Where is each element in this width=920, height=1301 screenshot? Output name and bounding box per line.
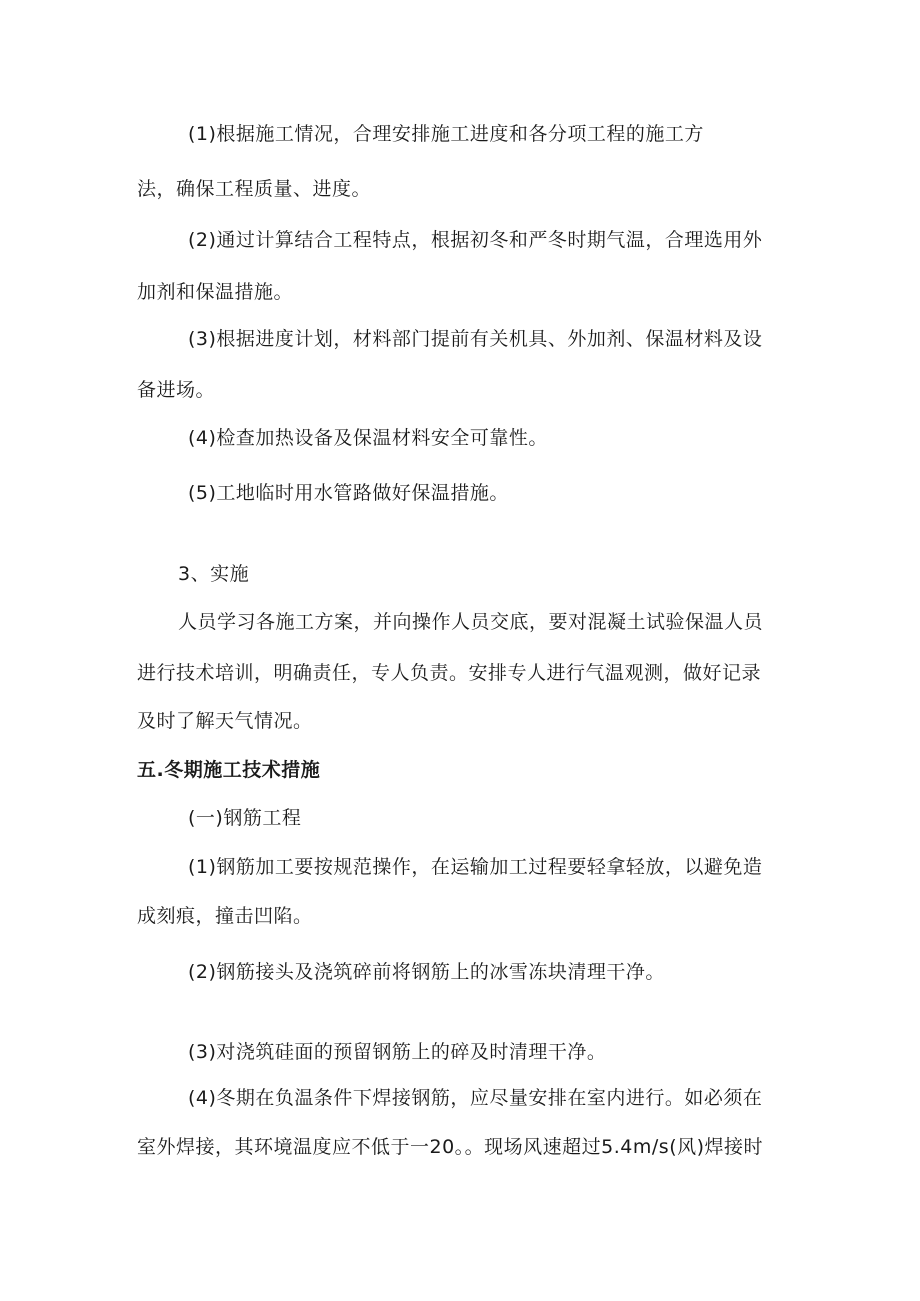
paragraph-3-line-1: (3)根据进度计划，材料部门提前有关机具、外加剂、保温材料及设 (188, 328, 763, 350)
subsection-heading-1: (一)钢筋工程 (188, 807, 302, 829)
paragraph-2-line-2: 加剂和保温措施。 (137, 281, 294, 303)
paragraph-10-line-2: 室外焊接，其环境温度应不低于一20。。现场风速超过5.4m∕s(风)焊接时 (137, 1136, 764, 1158)
paragraph-3-line-2: 备进场。 (137, 379, 216, 401)
paragraph-8: (2)钢筋接头及浇筑碎前将钢筋上的冰雪冻块清理干净。 (188, 961, 665, 983)
paragraph-7-line-2: 成刻痕，撞击凹陷。 (137, 905, 313, 927)
paragraph-10-line-1: (4)冬期在负温条件下焊接钢筋，应尽量安排在室内进行。如必须在 (188, 1087, 763, 1109)
paragraph-6-line-1: 人员学习各施工方案，并向操作人员交底，要对混凝土试验保温人员 (178, 611, 764, 633)
paragraph-6-line-2: 进行技术培训，明确责任，专人负责。安排专人进行气温观测，做好记录 (137, 662, 762, 684)
paragraph-2-line-1: (2)通过计算结合工程特点，根据初冬和严冬时期气温，合理选用外 (188, 229, 763, 251)
paragraph-6-line-3: 及时了解天气情况。 (137, 710, 313, 732)
paragraph-4: (4)检查加热设备及保温材料安全可靠性。 (188, 427, 548, 449)
paragraph-5: (5)工地临时用水管路做好保温措施。 (188, 482, 509, 504)
paragraph-9: (3)对浇筑硅面的预留钢筋上的碎及时清理干净。 (188, 1041, 607, 1063)
paragraph-7-line-1: (1)钢筋加工要按规范操作，在运输加工过程要轻拿轻放，以避免造 (188, 856, 763, 878)
paragraph-1-line-2: 法，确保工程质量、进度。 (137, 178, 372, 200)
section-heading-3: 3、实施 (178, 563, 250, 585)
section-heading-5: 五.冬期施工技术措施 (137, 759, 321, 781)
paragraph-1-line-1: (1)根据施工情况，合理安排施工进度和各分项工程的施工方 (188, 123, 704, 145)
